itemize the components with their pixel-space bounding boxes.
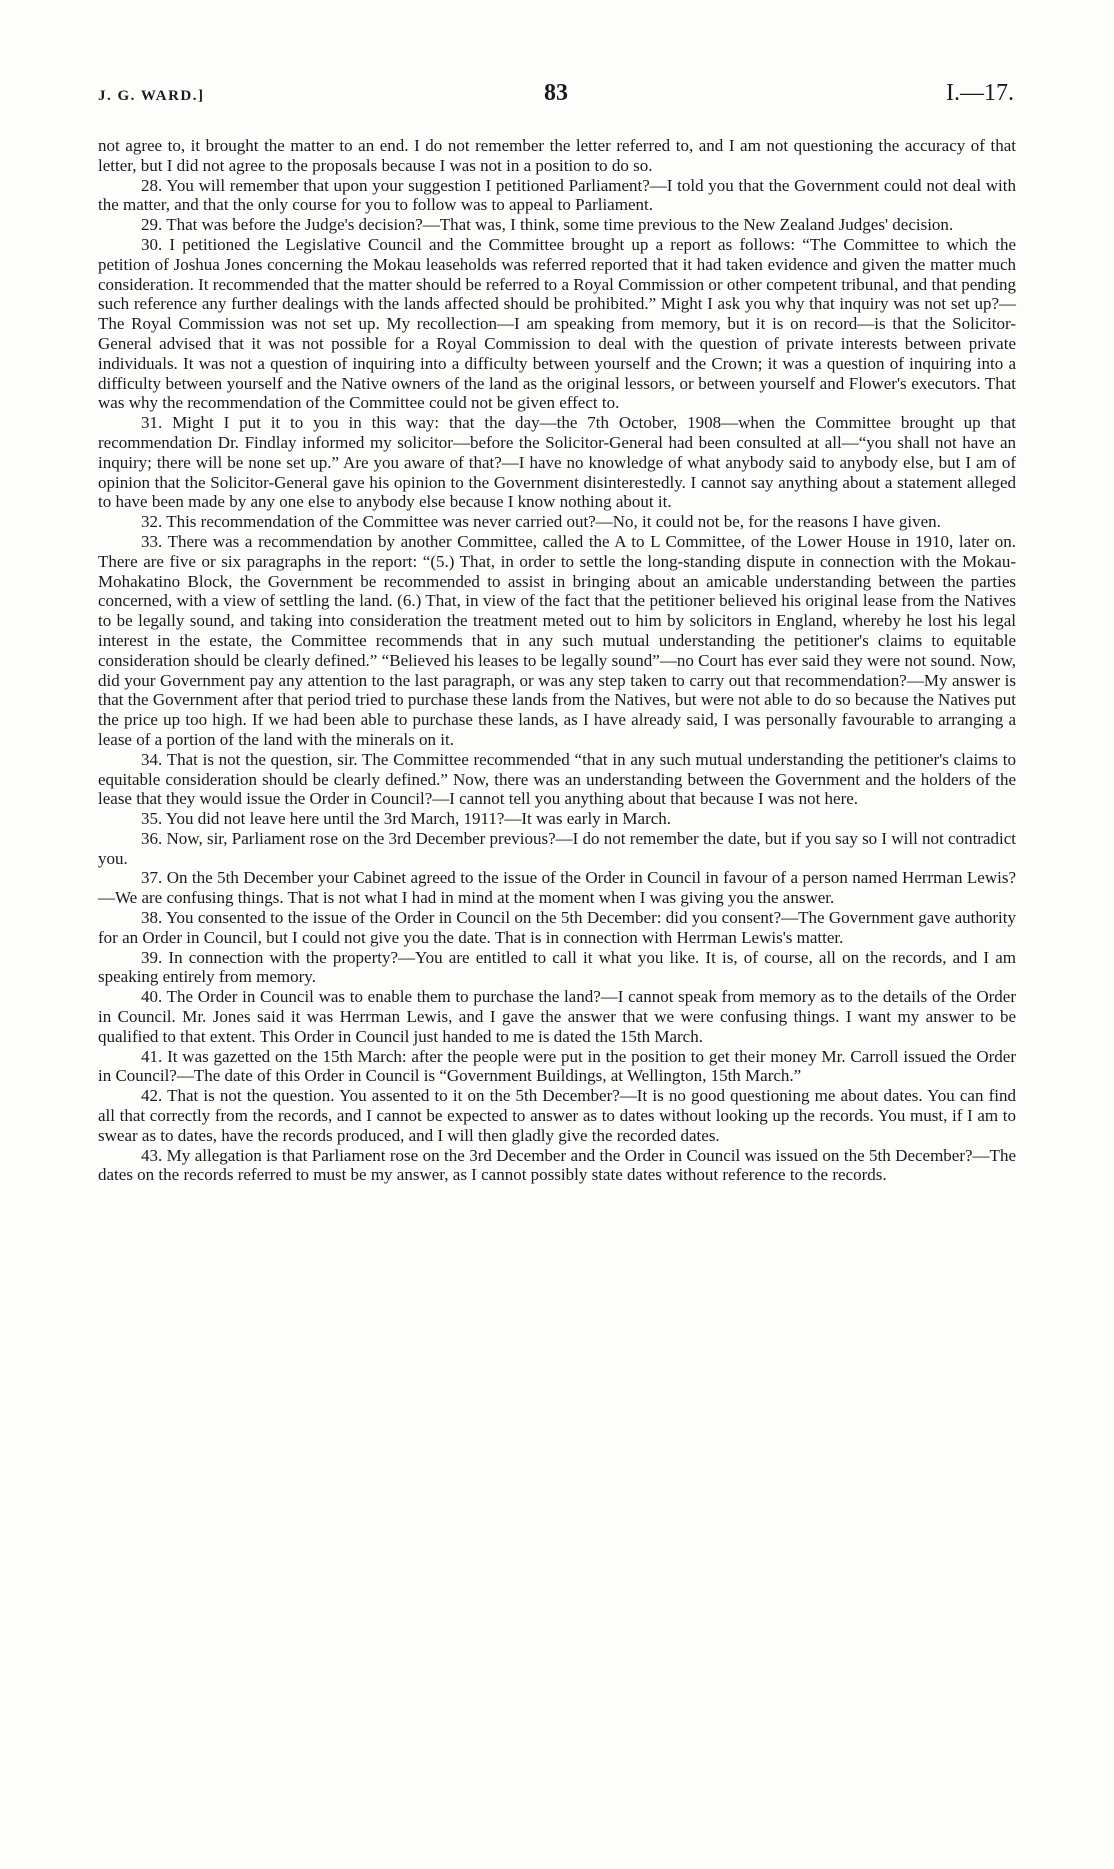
paragraph-q29: 29. That was before the Judge's decision?—That was, I think, some time previous to the New Zealand Judges' decision.	[141, 215, 954, 235]
paragraph-q37: 37. On the 5th December your Cabinet agreed to the issue of the Order in Council in favour of a person named Herrman Lewis?—We are confusing things. That is not what I had in mind at the moment when I was giving you the answer.	[98, 868, 1016, 908]
paragraph-q32: 32. This recommendation of the Committee was never carried out?—No, it could not be, for the reasons I have given.	[141, 512, 941, 532]
paragraph-continued: not agree to, it brought the matter to an end. I do not remember the letter referred to, and I am not questioning the accuracy of that letter, but I did not agree to the proposals because I was not in a position to do so.	[98, 136, 1016, 175]
paragraph-q43: 43. My allegation is that Parliament rose on the 3rd December and the Order in Council was issued on the 5th December?—The dates on the records referred to must be my answer, as I cannot possibly state dates without reference to the records.	[98, 1145, 1016, 1185]
paragraph-q34: 34. That is not the question, sir. The Committee recommended “that in any such mutual understanding the petitioner's claims to equitable consideration should be clearly defined.” Now, there was an understanding between the Government and the holders of the lease that they would issue the Order in Council?—I cannot tell you anything about that because I was not here.	[98, 749, 1016, 809]
page-header	[98, 80, 1014, 116]
paragraph-q30: 30. I petitioned the Legislative Council and the Committee brought up a report as follows: “The Committee to which the petition of Joshua Jones concerning the Mokau leaseholds was referred reported that it had taken evidence and given the matter much consideration. It recommended that the matter should be referred to a Royal Commission or other competent tribunal, and that pending such reference any further dealings with the lands affected should be prohibited.” Might I ask you why that inquiry was not set up?—The Royal Commission was not set up. My recollection—I am speaking from memory, but it is on record—is that the Solicitor-General advised that it was not possible for a Royal Commission to deal with the question of private interests between private individuals. It was not a question of inquiring into a difficulty between yourself and the Crown; it was a question of inquiring into a difficulty between yourself and the Native owners of the land as the original lessors, or between yourself and Flower's executors. That was why the recommendation of the Committee could not be given effect to.	[98, 234, 1016, 413]
paragraph-q36: 36. Now, sir, Parliament rose on the 3rd December previous?—I do not remember the date, but if you say so I will not contradict you.	[98, 828, 1016, 868]
running-head-witness: J. G. WARD.]	[98, 88, 205, 104]
paragraph-q31: 31. Might I put it to you in this way: that the day—the 7th October, 1908—when the Committee brought up that recommendation Dr. Findlay informed my solicitor—before the Solicitor-General had been consulted at all—“you shall not have an inquiry; there will be none set up.” Are you aware of that?—I have no knowledge of what anybody said to anybody else, but I am of opinion that the Solicitor-General gave his opinion to the Government disinterestedly. I cannot say anything about a statement alleged to have been made by any one else to anybody else because I know nothing about it.	[98, 413, 1016, 512]
paper-reference: I.—17.	[946, 80, 1014, 106]
page-number: 83	[544, 80, 568, 106]
paragraph-q42: 42. That is not the question. You assented to it on the 5th December?—It is no good questioning me about dates. You can find all that correctly from the records, and I cannot be expected to answer as to dates without looking up the records. You must, if I am to swear as to dates, have the records produced, and I will then gladly give the recorded dates.	[98, 1086, 1016, 1145]
paragraph-q40: 40. The Order in Council was to enable them to purchase the land?—I cannot speak from memory as to the details of the Order in Council. Mr. Jones said it was Herrman Lewis, and I gave the answer that we were confusing things. I want my answer to be qualified to that extent. This Order in Council just handed to me is dated the 15th March.	[98, 987, 1016, 1046]
paragraph-q38: 38. You consented to the issue of the Order in Council on the 5th December: did you consent?—The Government gave authority for an Order in Council, but I could not give you the date. That is in connection with Herrman Lewis's matter.	[98, 908, 1016, 947]
document-body	[98, 136, 1016, 1185]
paragraph-q33: 33. There was a recommendation by another Committee, called the A to L Committee, of the Lower House in 1910, later on. There are five or six paragraphs in the report: “(5.) That, in order to settle the long-standing dispute in connection with the Mokau-Mohakatino Block, the Government be recommended to assist in bringing about an amicable understanding between the parties concerned, with a view of settling the land. (6.) That, in view of the fact that the petitioner believed his original lease from the Natives to be legally sound, and taking into consideration the treatment meted out to him by solicitors in England, whereby he lost his legal interest in the estate, the Committee recommends that in any such mutual understanding the petitioner's claims to equitable consideration should be clearly defined.” “Believed his leases to be legally sound”—no Court has ever said they were not sound. Now, did your Government pay any attention to the last paragraph, or was any step taken to carry out that recommendation?—My answer is that the Government after that period tried to purchase these lands from the Natives, but were not able to do so because the Natives put the price up too high. If we had been able to purchase these lands, as I have already said, I was personally favourable to arranging a lease of a portion of the land with the minerals on it.	[98, 531, 1016, 749]
paragraph-q28: 28. You will remember that upon your suggestion I petitioned Parliament?—I told you that the Government could not deal with the matter, and that the only course for you to follow was to appeal to Parliament.	[98, 175, 1016, 215]
paragraph-q35: 35. You did not leave here until the 3rd March, 1911?—It was early in March.	[141, 809, 672, 829]
paragraph-q41: 41. It was gazetted on the 15th March: after the people were put in the position to get their money Mr. Carroll issued the Order in Council?—The date of this Order in Council is “Government Buildings, at Wellington, 15th March.”	[98, 1046, 1016, 1086]
paragraph-q39: 39. In connection with the property?—You are entitled to call it what you like. It is, of course, all on the records, and I am speaking entirely from memory.	[98, 947, 1016, 987]
